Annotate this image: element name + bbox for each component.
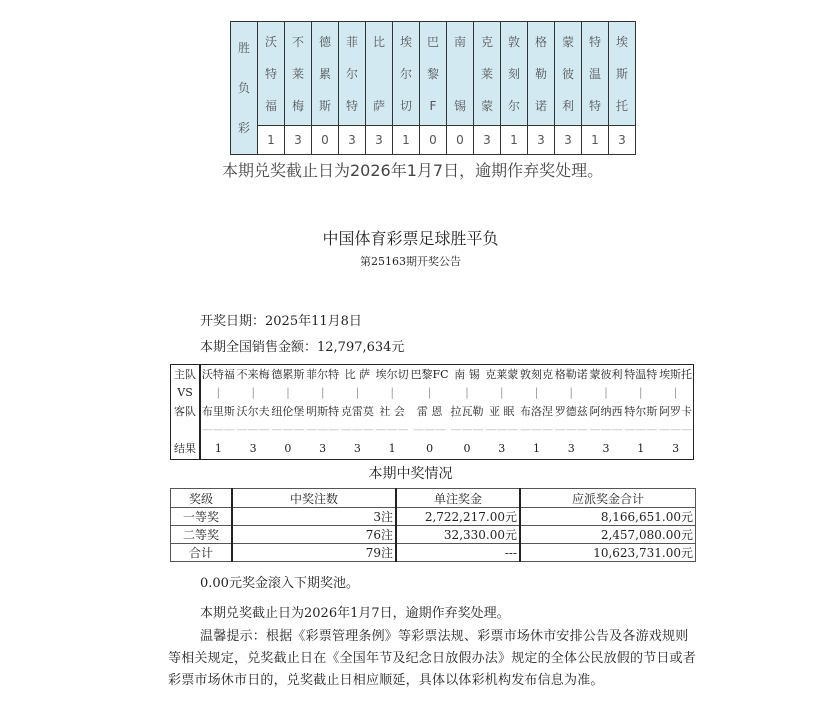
team-char: 切 bbox=[399, 98, 412, 113]
vs-mark: | bbox=[286, 385, 290, 399]
team-char: 福 bbox=[264, 98, 277, 113]
prize-row bbox=[171, 544, 696, 562]
web-team-header bbox=[312, 22, 339, 126]
dash-mark: ——— bbox=[659, 422, 693, 436]
away-team: 纽伦堡 bbox=[271, 405, 305, 418]
web-result-cell: 3 bbox=[285, 126, 312, 155]
home-team: 敦刻克 bbox=[520, 368, 553, 381]
web-result-row bbox=[231, 126, 636, 155]
web-team-header bbox=[366, 22, 393, 126]
team-char: 诺 bbox=[534, 98, 547, 113]
prize-cell: 3注 bbox=[232, 508, 396, 526]
web-team-header bbox=[339, 22, 366, 126]
home-team: 巴黎FC bbox=[410, 368, 449, 381]
team-char: 特 bbox=[588, 34, 601, 49]
team-char: 特 bbox=[345, 98, 358, 113]
team-char: 特 bbox=[588, 98, 601, 113]
web-result-cell: 3 bbox=[339, 126, 366, 155]
web-team-header bbox=[258, 22, 285, 126]
prize-cell: 8,166,651.00元 bbox=[520, 508, 696, 526]
team-char: 累 bbox=[318, 66, 331, 81]
home-team: 南 锡 bbox=[454, 368, 480, 381]
prize-header: 奖级 bbox=[171, 489, 233, 508]
team-char: 巴 bbox=[426, 34, 439, 49]
web-result-cell: 1 bbox=[501, 126, 528, 155]
team-char: 尔 bbox=[507, 98, 520, 113]
team-char: F bbox=[429, 98, 437, 113]
result-row bbox=[171, 437, 694, 460]
team-char: 锡 bbox=[453, 98, 466, 113]
vs-mark: | bbox=[390, 385, 395, 399]
dash-mark: ——— bbox=[624, 422, 658, 436]
web-result-cell: 0 bbox=[420, 126, 447, 155]
match-result: 3 bbox=[567, 441, 575, 455]
match-result: 3 bbox=[319, 441, 327, 455]
team-char: 特 bbox=[264, 66, 277, 81]
match-result: 3 bbox=[672, 441, 680, 455]
web-result-cell: 3 bbox=[528, 126, 555, 155]
prize-header: 单注奖金 bbox=[396, 489, 520, 508]
home-team: 埃斯托 bbox=[659, 368, 693, 381]
tips-paragraph: 温馨提示：根据《彩票管理条例》等彩票法规、彩票市场休市安排公告及各游戏规则等相关规定，兑奖截止日在《全国年节及纪念日放假办法》规定的全体公民放假的节日或者彩票市场休市日的，兑奖截止日相应顺延，具体以体彩机构发布信息为准。 bbox=[168, 629, 697, 688]
home-team: 不来梅 bbox=[236, 368, 270, 381]
prize-cell: --- bbox=[396, 544, 520, 562]
team-char: 敦 bbox=[507, 34, 520, 49]
team-char: 蒙 bbox=[561, 34, 574, 49]
web-team-header bbox=[609, 22, 636, 126]
web-result-cell: 1 bbox=[393, 126, 420, 155]
team-char: 德 bbox=[318, 34, 331, 49]
team-char: 斯 bbox=[318, 98, 331, 113]
web-team-header bbox=[285, 22, 312, 126]
team-char: 莱 bbox=[480, 66, 493, 81]
team-char: 比 bbox=[372, 34, 385, 49]
corner-char: 负 bbox=[237, 81, 250, 95]
match-result: 3 bbox=[498, 441, 506, 455]
team-char: 温 bbox=[588, 66, 601, 81]
match-table bbox=[170, 364, 694, 460]
team-char: 南 bbox=[453, 34, 466, 49]
prize-row bbox=[171, 526, 696, 544]
dash-mark: ——— bbox=[340, 422, 374, 436]
home-team: 德累斯 bbox=[271, 368, 305, 381]
vs-mark: | bbox=[638, 385, 643, 399]
away-label: 客队 bbox=[171, 401, 201, 421]
web-team-header bbox=[555, 22, 582, 126]
dash-mark: ——— bbox=[375, 422, 409, 436]
vs-mark: | bbox=[604, 385, 608, 399]
away-row bbox=[171, 401, 694, 421]
home-team: 蒙彼利 bbox=[589, 368, 623, 381]
vs-mark: | bbox=[534, 385, 539, 399]
web-result-cell: 1 bbox=[258, 126, 285, 155]
prize-cell: 76注 bbox=[232, 526, 396, 544]
dash-row bbox=[171, 421, 694, 437]
match-result: 0 bbox=[426, 441, 434, 455]
vs-mark: | bbox=[427, 385, 432, 399]
match-result: 1 bbox=[214, 441, 222, 455]
prize-cell: 32,330.00元 bbox=[396, 526, 520, 544]
web-result-cell: 1 bbox=[582, 126, 609, 155]
team-char: 彼 bbox=[561, 66, 574, 81]
web-team-header bbox=[393, 22, 420, 126]
web-team-header bbox=[474, 22, 501, 126]
away-team: 拉瓦勒 bbox=[450, 405, 484, 418]
home-team: 埃尔切 bbox=[375, 368, 409, 381]
home-team: 特温特 bbox=[624, 368, 658, 381]
web-deadline-text: 本期兑奖截止日为2026年1月7日，逾期作弃奖处理。 bbox=[222, 161, 604, 180]
away-team: 亚 眠 bbox=[489, 405, 515, 418]
prize-header-row bbox=[171, 489, 696, 508]
prize-cell: 10,623,731.00元 bbox=[520, 544, 696, 562]
home-team: 比 萨 bbox=[344, 368, 371, 381]
match-result: 1 bbox=[637, 441, 645, 455]
doc-title: 中国体育彩票足球胜平负 bbox=[322, 229, 499, 248]
prize-cell: 一等奖 bbox=[171, 508, 233, 526]
web-result-table bbox=[230, 21, 636, 155]
home-team: 菲尔特 bbox=[306, 368, 340, 381]
web-result-cell: 0 bbox=[312, 126, 339, 155]
match-result: 3 bbox=[249, 441, 257, 455]
dash-mark: ——— bbox=[554, 422, 588, 436]
dash-label bbox=[171, 421, 201, 437]
result-label: 结果 bbox=[171, 437, 201, 460]
vs-mark: | bbox=[499, 385, 504, 399]
home-label: 主队 bbox=[171, 365, 201, 384]
web-result-cell: 3 bbox=[555, 126, 582, 155]
doc-subtitle: 第25163期开奖公告 bbox=[360, 255, 461, 268]
sales-amount: 本期全国销售金额：12,797,634元 bbox=[200, 340, 405, 355]
team-char: 勒 bbox=[534, 66, 547, 81]
dash-mark: ——— bbox=[485, 422, 519, 436]
dash-mark: ——— bbox=[589, 422, 623, 436]
team-char: 格 bbox=[534, 34, 547, 49]
vs-mark: | bbox=[569, 385, 574, 399]
match-result: 1 bbox=[388, 441, 396, 455]
prize-cell: 合计 bbox=[171, 544, 233, 562]
away-team: 沃尔夫 bbox=[236, 405, 270, 418]
dash-mark: ——— bbox=[236, 422, 270, 436]
team-char: 刻 bbox=[507, 66, 520, 81]
corner-char: 彩 bbox=[237, 121, 250, 135]
vs-mark: | bbox=[320, 385, 325, 399]
doc-deadline-text: 本期兑奖截止日为2026年1月7日，逾期作弃奖处理。 bbox=[200, 606, 510, 621]
vs-row bbox=[171, 383, 694, 401]
home-team: 格勒诺 bbox=[554, 368, 588, 381]
home-row bbox=[171, 365, 694, 384]
prize-header: 中奖注数 bbox=[232, 489, 396, 508]
web-result-cell: 0 bbox=[447, 126, 474, 155]
web-team-header bbox=[420, 22, 447, 126]
away-team: 雷 恩 bbox=[416, 405, 443, 418]
draw-date: 开奖日期：2025年11月8日 bbox=[200, 314, 362, 329]
team-char: 沃 bbox=[264, 34, 277, 49]
vs-mark: | bbox=[465, 385, 469, 399]
prize-cell: 79注 bbox=[232, 544, 396, 562]
away-team: 明斯特 bbox=[306, 405, 340, 418]
dash-mark: ——— bbox=[271, 422, 305, 436]
away-team: 罗德兹 bbox=[554, 405, 588, 418]
dash-mark: ——— bbox=[413, 422, 447, 436]
dash-mark: ——— bbox=[306, 422, 340, 436]
match-result: 3 bbox=[353, 441, 361, 455]
match-result: 1 bbox=[533, 441, 540, 455]
vs-mark: | bbox=[216, 385, 221, 399]
team-char: 尔 bbox=[345, 66, 358, 81]
away-team: 布洛涅 bbox=[520, 405, 553, 418]
dash-mark: ——— bbox=[201, 422, 235, 436]
team-char: 尔 bbox=[399, 66, 412, 81]
team-char: 斯 bbox=[615, 66, 628, 81]
match-result: 3 bbox=[602, 441, 610, 455]
web-result-cell: 3 bbox=[474, 126, 501, 155]
rollover-text: 0.00元奖金滚入下期奖池。 bbox=[200, 576, 359, 591]
team-char: 萨 bbox=[372, 98, 385, 113]
web-result-cell: 3 bbox=[609, 126, 636, 155]
away-team: 特尔斯 bbox=[624, 405, 658, 418]
vs-mark: | bbox=[673, 385, 678, 399]
team-char: 克 bbox=[480, 34, 493, 49]
vs-label: VS bbox=[171, 383, 201, 401]
corner-label bbox=[231, 22, 258, 155]
team-char: 蒙 bbox=[480, 98, 493, 113]
web-team-row bbox=[231, 22, 636, 126]
away-team: 阿罗卡 bbox=[659, 405, 693, 418]
away-team: 阿纳西 bbox=[589, 405, 623, 418]
dash-mark: ——— bbox=[520, 422, 553, 436]
web-team-header bbox=[501, 22, 528, 126]
prize-title: 本期中奖情况 bbox=[368, 466, 453, 482]
team-char: 埃 bbox=[399, 34, 412, 49]
prize-cell: 2,722,217.00元 bbox=[396, 508, 520, 526]
prize-row bbox=[171, 508, 696, 526]
prize-table bbox=[170, 488, 696, 562]
home-team: 沃特福 bbox=[201, 368, 235, 381]
vs-mark: | bbox=[355, 385, 360, 399]
team-char: 利 bbox=[561, 98, 574, 113]
web-team-header bbox=[447, 22, 474, 126]
dash-mark: ——— bbox=[450, 422, 484, 436]
team-char: 黎 bbox=[426, 66, 439, 81]
web-team-header bbox=[528, 22, 555, 126]
web-result-cell: 3 bbox=[366, 126, 393, 155]
team-char: 埃 bbox=[615, 34, 628, 49]
home-team: 克莱蒙 bbox=[485, 368, 519, 381]
web-team-header bbox=[582, 22, 609, 126]
team-char: 梅 bbox=[291, 98, 304, 113]
match-result: 0 bbox=[463, 441, 471, 455]
match-result: 0 bbox=[284, 441, 292, 455]
away-team: 社 会 bbox=[379, 405, 405, 418]
away-team: 布里斯 bbox=[201, 405, 235, 418]
team-char: 托 bbox=[615, 98, 628, 113]
prize-header: 应派奖金合计 bbox=[520, 489, 696, 508]
vs-mark: | bbox=[251, 385, 256, 399]
team-char: 不 bbox=[291, 34, 304, 49]
prize-cell: 2,457,080.00元 bbox=[520, 526, 696, 544]
away-team: 克雷莫 bbox=[340, 405, 374, 418]
team-char: 莱 bbox=[291, 66, 304, 81]
team-char: 菲 bbox=[345, 34, 358, 49]
prize-cell: 二等奖 bbox=[171, 526, 233, 544]
corner-char: 胜 bbox=[237, 41, 250, 55]
